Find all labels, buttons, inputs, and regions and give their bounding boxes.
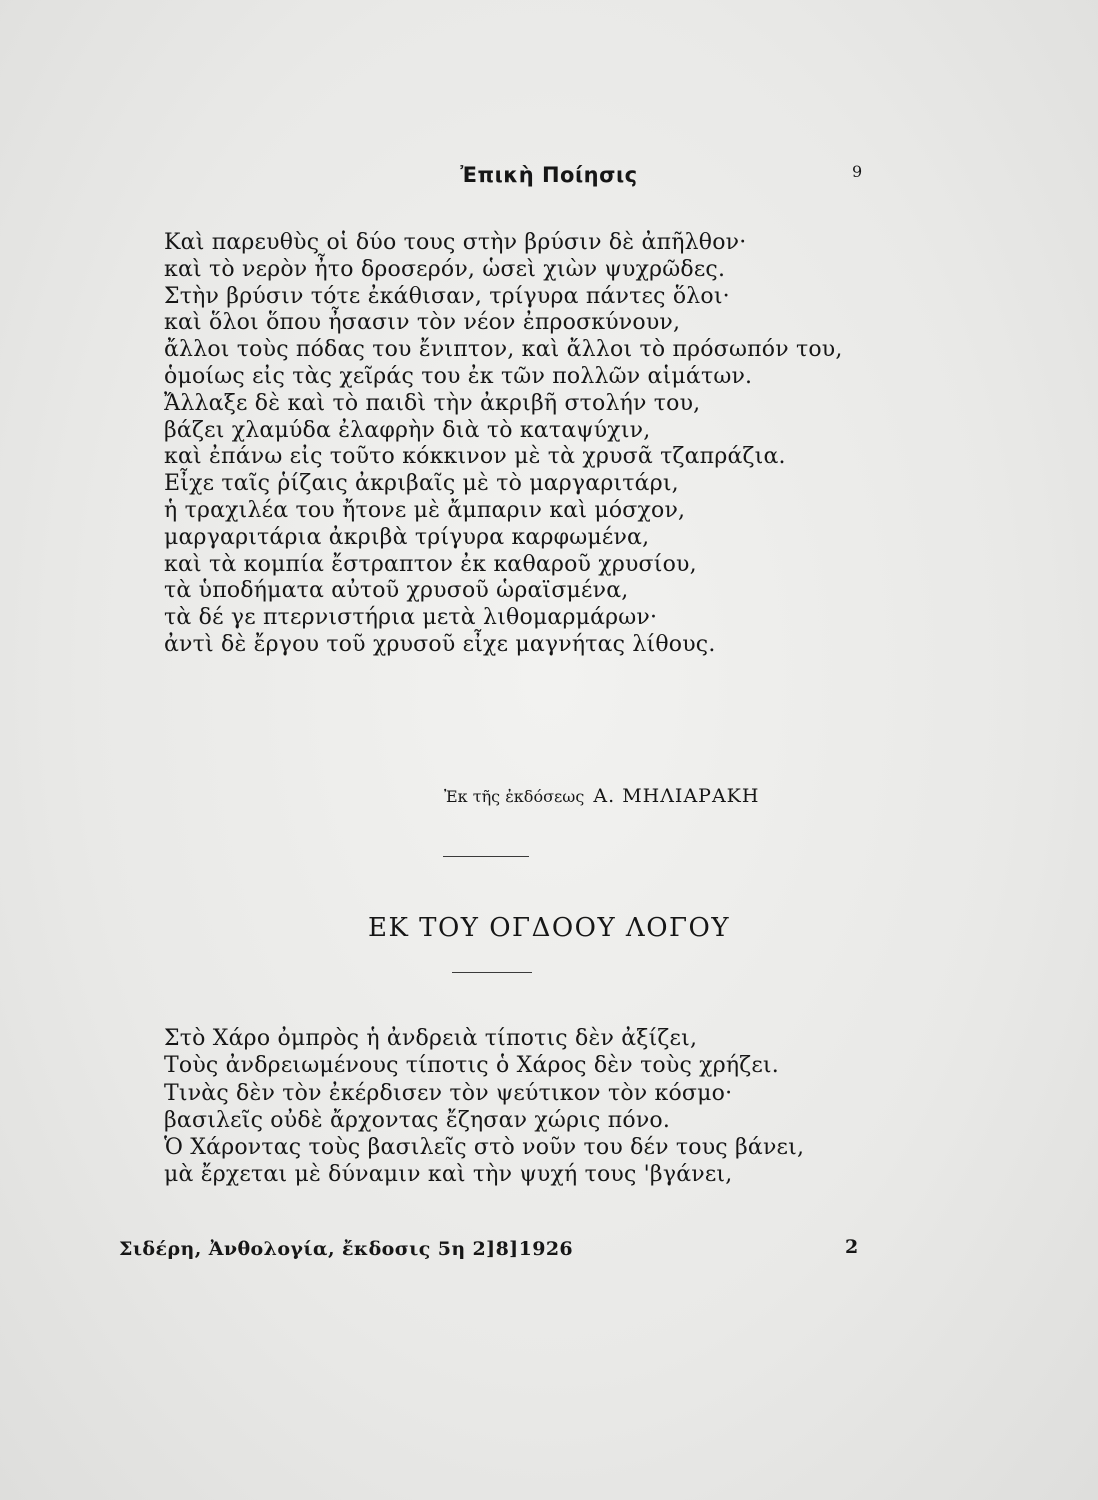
divider-rule [452, 972, 532, 973]
verse-line: τὰ ὑποδήματα αὐτοῦ χρυσοῦ ὡραϊσμένα, [164, 578, 629, 604]
running-title: Ἐπικὴ Ποίησις [460, 163, 638, 187]
verse-line: βασιλεῖς οὐδὲ ἄρχοντας ἔζησαν χώρις πόνο. [164, 1107, 671, 1133]
verse-line: Καὶ παρευθὺς οἱ δύο τους στὴν βρύσιν δὲ ἀπῆλθον· [164, 230, 747, 255]
poem-excerpt-2 [164, 1025, 804, 1189]
verse-line: ἡ τραχιλέα του ἤτονε μὲ ἄμπαριν καὶ μόσχον, [164, 497, 686, 523]
verse-line: καὶ ἐπάνω εἰς τοῦτο κόκκινον μὲ τὰ χρυσᾶ τζαπράζια. [164, 444, 786, 470]
verse-line: Ἄλλαξε δὲ καὶ τὸ παιδὶ τὴν ἀκριβῆ στολήν του, [164, 390, 701, 416]
verse-line: Στὸ Χάρο ὀμπρὸς ἡ ἀνδρειὰ τίποτις δὲν ἀξίζει, [164, 1026, 698, 1051]
verse-line: βάζει χλαμύδα ἐλαφρὴν διὰ τὸ καταψύχιν, [164, 417, 651, 443]
divider-rule [443, 856, 529, 857]
verse-line: τὰ δέ γε πτερνιστήρια μετὰ λιθομαρμάρων· [164, 605, 658, 631]
attribution-author: Α. ΜΗΛΙΑΡΑΚΗ [593, 785, 760, 807]
signature-mark: 2 [845, 1236, 859, 1258]
verse-line: Τινὰς δὲν τὸν ἐκέρδισεν τὸν ψεύτικον τὸν κόσμο· [164, 1080, 733, 1106]
verse-line: μαργαριτάρια ἀκριβὰ τρίγυρα καρφωμένα, [164, 524, 650, 550]
verse-line: ὁμοίως εἰς τὰς χεῖράς του ἐκ τῶν πολλῶν αἱμάτων. [164, 363, 753, 389]
verse-line: Εἶχε ταῖς ῥίζαις ἀκριβαῖς μὲ τὸ μαργαριτάρι, [164, 471, 679, 497]
verse-line: μὰ ἔρχεται μὲ δύναμιν καὶ τὴν ψυχή τους 'βγάνει, [164, 1162, 733, 1188]
verse-line: Ὁ Χάροντας τοὺς βασιλεῖς στὸ νοῦν του δέν τους βάνει, [164, 1135, 805, 1161]
verse-line: καὶ τὰ κομπία ἔστραπτον ἐκ καθαροῦ χρυσίου, [164, 551, 697, 577]
verse-line: Στὴν βρύσιν τότε ἐκάθισαν, τρίγυρα πάντες ὅλοι· [164, 283, 730, 309]
section-title: ΕΚ ΤΟΥ ΟΓΔΟΟΥ ΛΟΓΟΥ [367, 913, 731, 943]
verse-line: Τοὺς ἀνδρειωμένους τίποτις ὁ Χάρος δὲν τοὺς χρήζει. [164, 1053, 779, 1079]
verse-line: ἄλλοι τοὺς πόδας του ἔνιπτον, καὶ ἄλλοι τὸ πρόσωπόν του, [164, 337, 843, 363]
poem-excerpt-1 [164, 230, 843, 659]
verse-line: ἀντὶ δὲ ἔργου τοῦ χρυσοῦ εἶχε μαγνήτας λίθους. [164, 631, 716, 657]
verse-line: καὶ τὸ νερὸν ἦτο δροσερόν, ὡσεὶ χιὼν ψυχρῶδες. [164, 256, 726, 282]
verse-line: καὶ ὅλοι ὅπου ἦσασιν τὸν νέον ἐπροσκύνουν, [164, 310, 681, 336]
source-attribution [444, 785, 759, 807]
footer-imprint: Σιδέρη, Ἀνθολογία, ἔκδοσις 5η 2]8]1926 [119, 1238, 574, 1260]
page-number: 9 [852, 162, 863, 181]
attribution-prefix: Ἐκ τῆς ἐκδόσεως [444, 787, 585, 806]
